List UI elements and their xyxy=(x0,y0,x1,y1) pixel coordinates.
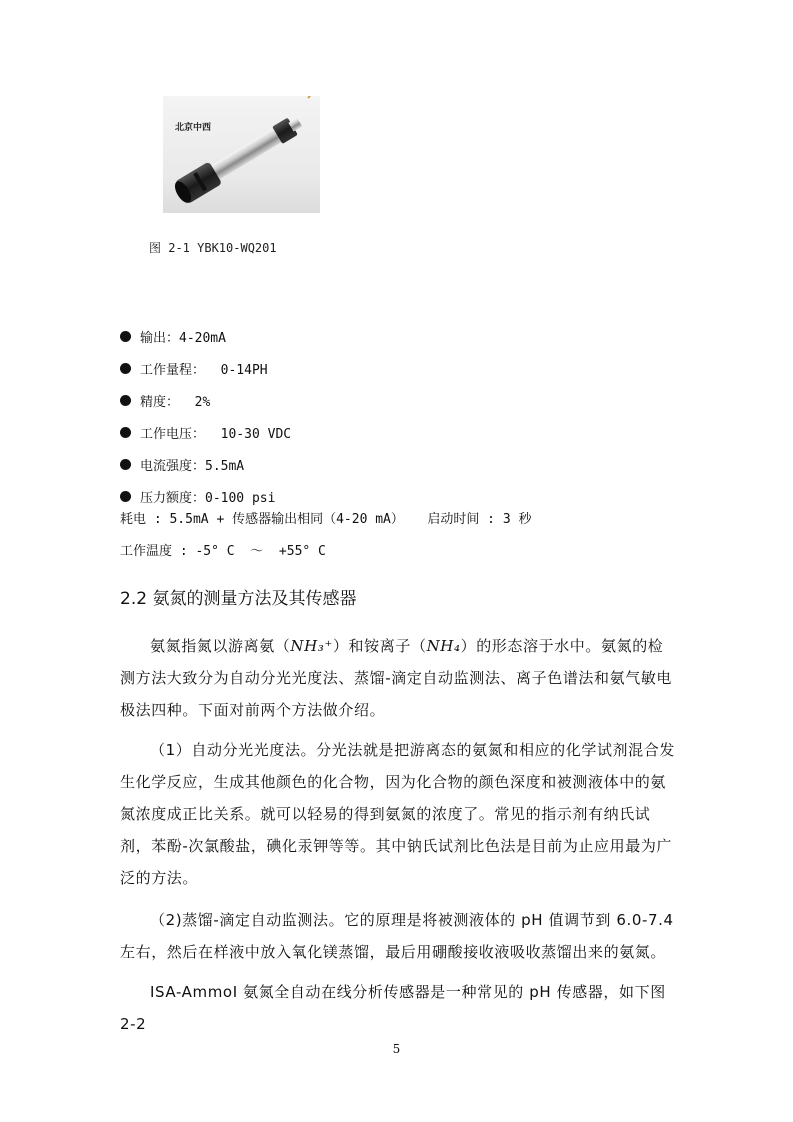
paragraph-isa-sensor: ISA-AmmoI 氨氮全自动在线分析传感器是一种常见的 pH 传感器，如下图 2-2 xyxy=(120,983,666,1033)
spec-label: 精度： 2% xyxy=(140,394,211,410)
paragraph-text: ）和铵离子（ xyxy=(332,637,427,655)
spec-label: 工作量程： 0-14PH xyxy=(140,362,268,378)
figure-caption: 图 2-1 YBK10-WQ201 xyxy=(149,241,277,255)
power-spec-line: 耗电 : 5.5mA + 传感器输出相同（4-20 mA） 启动时间 : 3 秒 xyxy=(120,512,532,527)
paragraph-distillation: （2)蒸馏-滴定自动监测法。它的原理是将被测液体的 pH 值调节到 6.0-7.4 左右，然后在样液中放入氧化镁蒸馏，最后用硼酸接收液吸收蒸馏出来的氨氮。 xyxy=(120,911,674,961)
bullet-icon xyxy=(120,363,131,374)
spec-label: 输出：4-20mA xyxy=(140,330,226,346)
formula-ammonium: NH₄ xyxy=(426,637,461,655)
bullet-icon xyxy=(120,331,131,342)
spec-label: 电流强度：5.5mA xyxy=(140,458,245,474)
spec-label: 压力额度：0-100 psi xyxy=(140,490,276,506)
sensor-photo xyxy=(163,96,320,213)
paragraph-intro xyxy=(120,630,675,726)
spec-item-current xyxy=(120,448,291,480)
spec-item-range xyxy=(120,352,291,384)
temperature-spec-line: 工作温度 : -5° C ～ +55° C xyxy=(120,544,326,559)
formula-ammonia: NH₃⁺ xyxy=(290,637,333,655)
spec-item-accuracy xyxy=(120,384,291,416)
paragraph-spectrophotometry: （1）自动分光光度法。分光法就是把游离态的氨氮和相应的化学试剂混合发生化学反应，生成其他颜色的化合物，因为化合物的颜色深度和被测液体中的氨氮浓度成正比关系。就可以轻易的得到氨氮的浓度了。常见的指示剂有纳氏试剂，苯酚-次氯酸盐，碘化汞钾等等。其中钠氏试剂比色法是目前为止应用最为广泛的方法。 xyxy=(120,741,675,887)
spec-list xyxy=(120,320,291,512)
paragraph-text: 氨氮指氮以游离氨（ xyxy=(150,637,291,655)
spec-label: 工作电压： 10-30 VDC xyxy=(140,426,292,442)
photo-brand-label: 北京中西 xyxy=(175,123,212,133)
paragraph-text: ）的形态溶于水中。氨氮的检测方法大致分为自动分光光度法、蒸馏-滴定自动监测法、离子色谱法和氨气敏电极法四种。下面对前两个方法做介绍。 xyxy=(120,637,673,719)
sensor-probe-illustration xyxy=(163,96,320,213)
spec-item-output xyxy=(120,320,291,352)
spec-item-voltage xyxy=(120,416,291,448)
page-number: 5 xyxy=(392,1042,401,1056)
bullet-icon xyxy=(120,459,131,470)
bullet-icon xyxy=(120,491,131,502)
section-heading: 2.2 氨氮的测量方法及其传感器 xyxy=(120,589,357,609)
bullet-icon xyxy=(120,427,131,438)
bullet-icon xyxy=(120,395,131,406)
